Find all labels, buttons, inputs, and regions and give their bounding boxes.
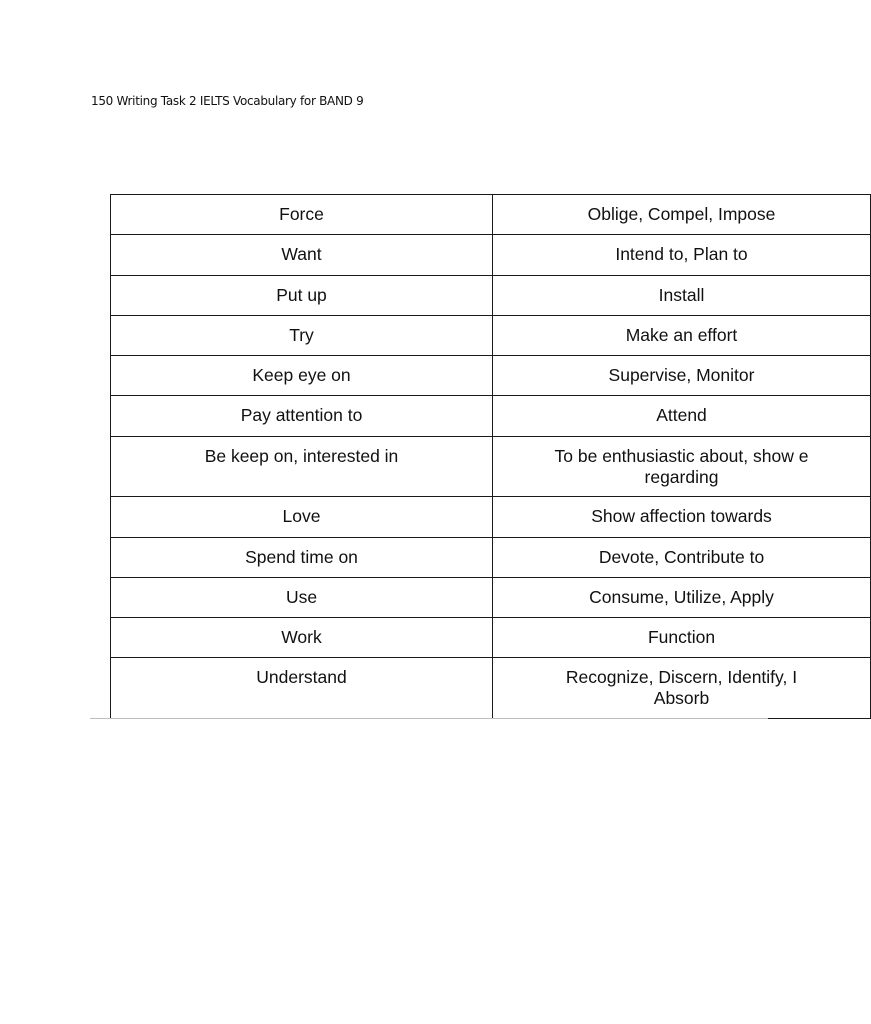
page-divider <box>90 718 768 719</box>
table-row <box>111 396 871 436</box>
table-row <box>111 577 871 617</box>
synonyms-cell: Install <box>493 275 871 315</box>
table-row <box>111 356 871 396</box>
synonyms-cell <box>493 436 871 497</box>
word-cell: Keep eye on <box>111 356 493 396</box>
table-row <box>111 658 871 719</box>
table-row <box>111 537 871 577</box>
word-cell: Work <box>111 618 493 658</box>
synonyms-cell: Oblige, Compel, Impose <box>493 195 871 235</box>
table-row <box>111 235 871 275</box>
word-cell: Use <box>111 577 493 617</box>
vocabulary-table <box>110 194 871 719</box>
word-cell: Want <box>111 235 493 275</box>
word-cell: Try <box>111 315 493 355</box>
document-title: 150 Writing Task 2 IELTS Vocabulary for BAND 9 <box>91 94 364 108</box>
synonyms-line-1: To be enthusiastic about, show e <box>554 445 809 466</box>
synonyms-cell: Intend to, Plan to <box>493 235 871 275</box>
table-row <box>111 618 871 658</box>
synonyms-line-2: regarding <box>644 466 719 487</box>
table-row <box>111 275 871 315</box>
synonyms-cell: Function <box>493 618 871 658</box>
synonyms-cell: Make an effort <box>493 315 871 355</box>
synonyms-line-1: Recognize, Discern, Identify, I <box>565 667 798 688</box>
synonyms-cell: Supervise, Monitor <box>493 356 871 396</box>
table-row <box>111 436 871 497</box>
word-cell: Be keep on, interested in <box>111 436 493 497</box>
synonyms-cell: Show affection towards <box>493 497 871 537</box>
synonyms-line-2: Absorb <box>653 688 710 709</box>
table-row <box>111 195 871 235</box>
synonyms-cell: Consume, Utilize, Apply <box>493 577 871 617</box>
word-cell: Put up <box>111 275 493 315</box>
synonyms-cell <box>493 658 871 719</box>
word-cell: Understand <box>111 658 493 719</box>
table-row <box>111 497 871 537</box>
word-cell: Pay attention to <box>111 396 493 436</box>
synonyms-cell: Attend <box>493 396 871 436</box>
vocabulary-table-body <box>111 195 871 719</box>
word-cell: Spend time on <box>111 537 493 577</box>
table-row <box>111 315 871 355</box>
word-cell: Force <box>111 195 493 235</box>
synonyms-cell: Devote, Contribute to <box>493 537 871 577</box>
vocabulary-table-region <box>0 194 809 724</box>
word-cell: Love <box>111 497 493 537</box>
